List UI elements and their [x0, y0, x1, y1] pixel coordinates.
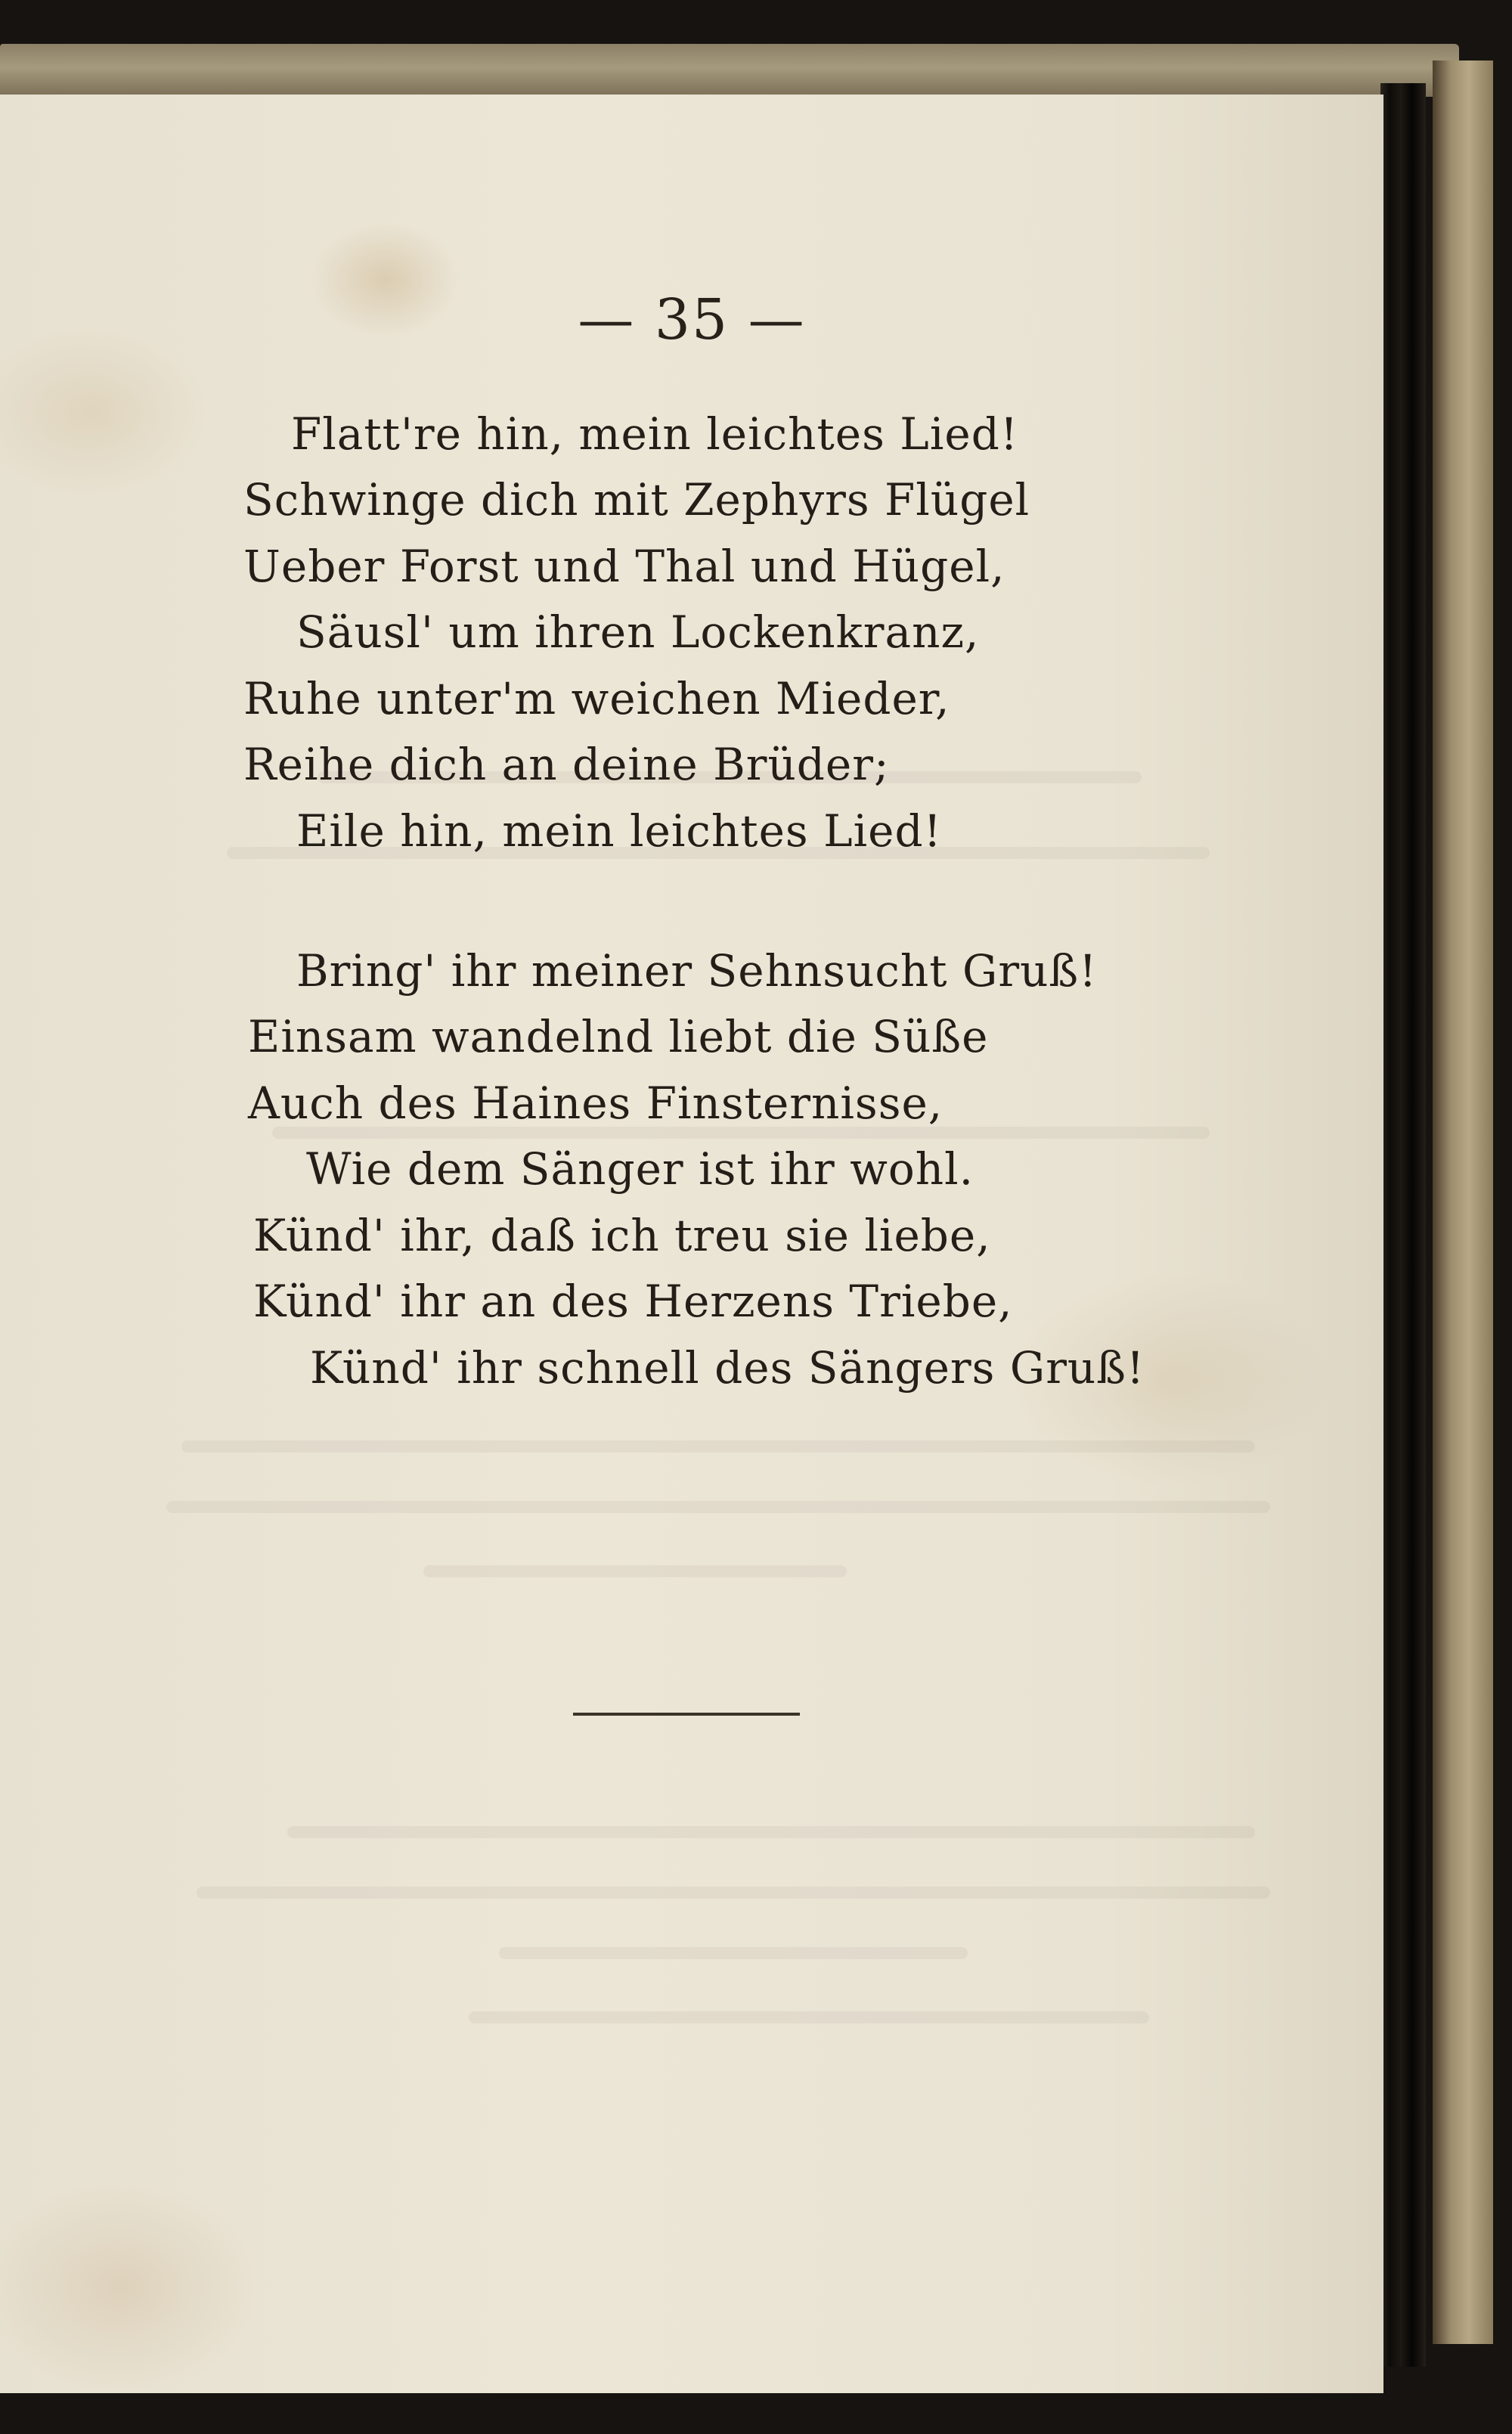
- verse-line: Einsam wandelnd liebt die Süße: [248, 1011, 989, 1062]
- verse-line: Flatt're hin, mein leichtes Lied!: [291, 408, 1019, 460]
- verse-line: Schwinge dich mit Zephyrs Flügel: [243, 474, 1030, 526]
- verse-line: Bring' ihr meiner Sehnsucht Gruß!: [296, 945, 1098, 997]
- verse-line: Auch des Haines Finsternisse,: [248, 1077, 943, 1129]
- verse-line: Ueber Forst und Thal und Hügel,: [243, 541, 1005, 592]
- verse-line: Reihe dich an deine Brüder;: [243, 739, 890, 790]
- verse-line: Künd' ihr, daß ich treu sie liebe,: [253, 1210, 991, 1261]
- verse-line: Künd' ihr an des Herzens Triebe,: [253, 1276, 1013, 1327]
- verse-line: Künd' ihr schnell des Sängers Gruß!: [310, 1342, 1145, 1394]
- page-number: — 35 —: [578, 287, 806, 352]
- show-through-line: [423, 1565, 847, 1577]
- show-through-line: [469, 2011, 1149, 2023]
- show-through-line: [181, 1440, 1255, 1453]
- show-through-line: [166, 1501, 1270, 1513]
- verse-line: Säusl' um ihren Lockenkranz,: [296, 606, 980, 658]
- verse-line: Eile hin, mein leichtes Lied!: [296, 805, 942, 857]
- show-through-line: [197, 1887, 1270, 1899]
- show-through-line: [499, 1947, 968, 1959]
- book-cover-right-edge: [1433, 60, 1493, 2344]
- book-page: [0, 95, 1383, 2393]
- book-cover-top-edge: [0, 44, 1459, 97]
- verse-line: Wie dem Sänger ist ihr wohl.: [306, 1143, 974, 1195]
- section-divider-rule: [573, 1713, 800, 1716]
- show-through-line: [287, 1826, 1255, 1838]
- verse-line: Ruhe unter'm weichen Mieder,: [243, 673, 950, 724]
- book-spine-shadow: [1380, 83, 1426, 2367]
